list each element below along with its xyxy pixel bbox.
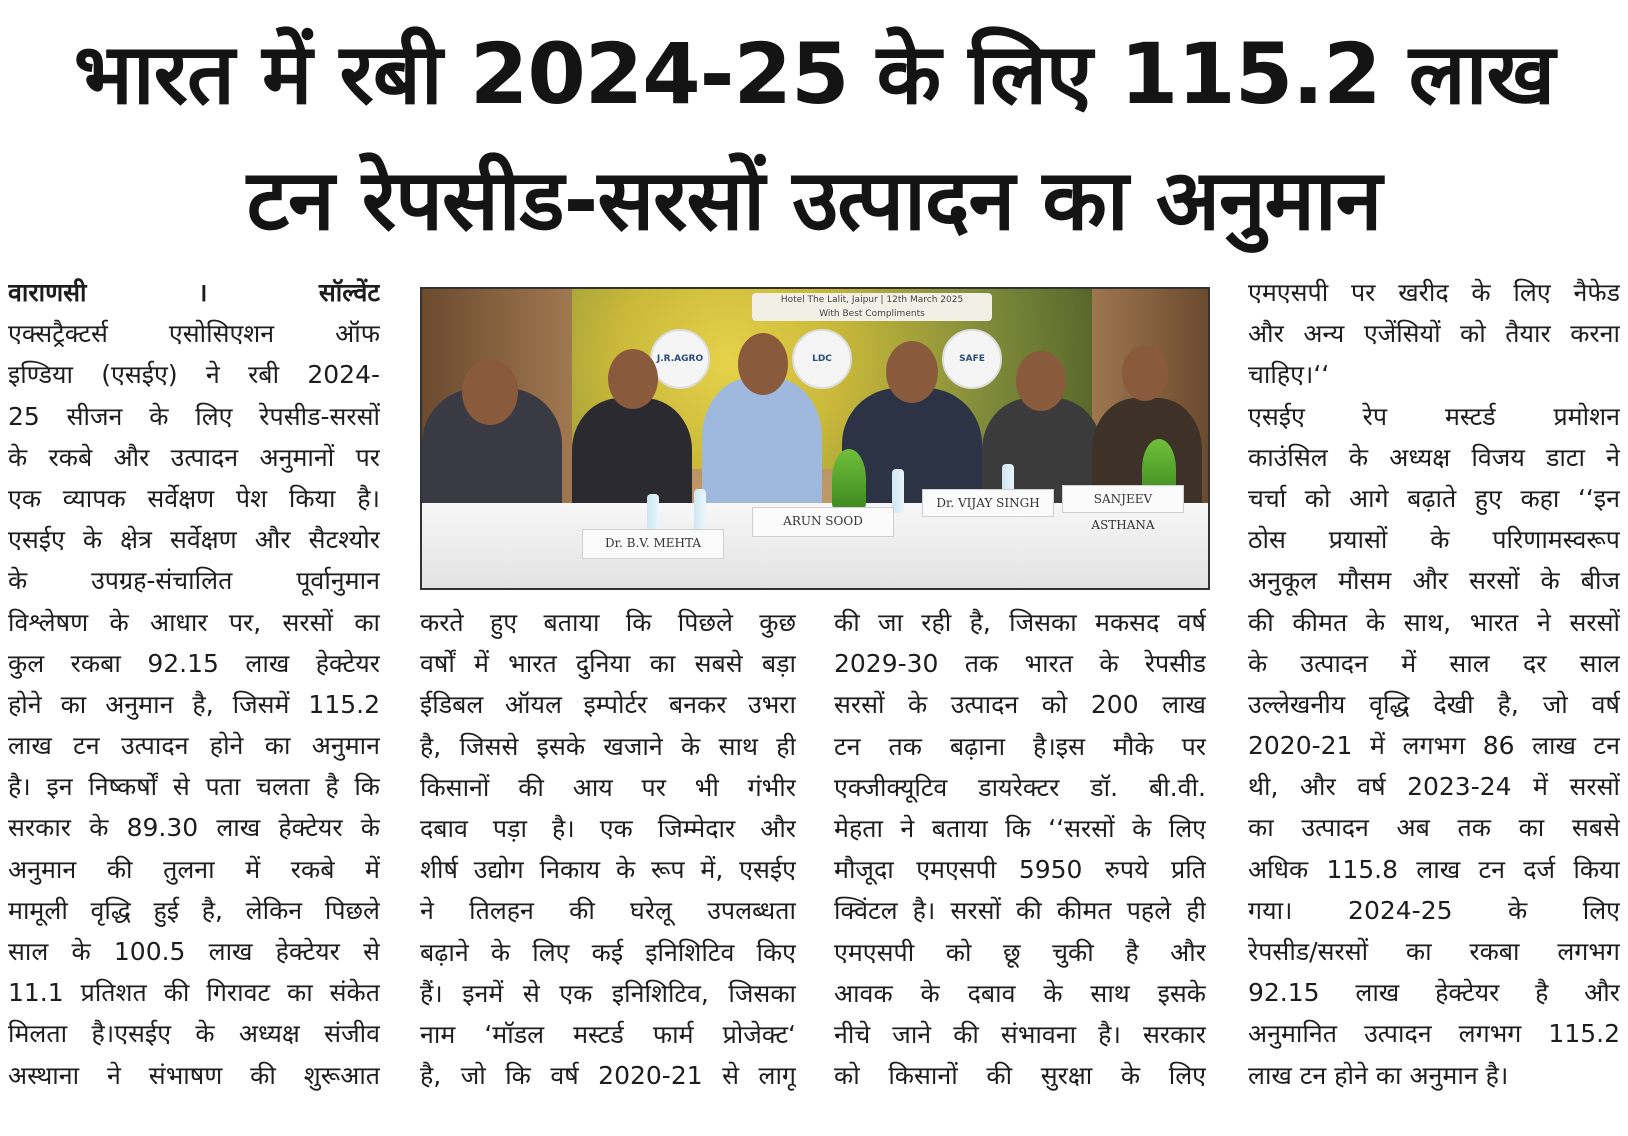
article-line: की कीमत के साथ, भारत ने सरसों xyxy=(1248,607,1620,637)
article-line: काउंसिल के अध्यक्ष विजय डाटा ने xyxy=(1248,442,1620,472)
article-line: एक्जीक्यूटिव डायरेक्टर डॉ. बी.वी. xyxy=(834,772,1206,802)
headline-line-1: भारत में रबी 2024-25 के लिए 115.2 लाख xyxy=(73,25,1555,123)
article-line: वर्षों में भारत दुनिया का सबसे बड़ा xyxy=(420,649,796,679)
person-head xyxy=(886,341,938,403)
article-line: चाहिए।‘‘ xyxy=(1248,360,1330,390)
plant-decoration xyxy=(832,449,866,509)
event-photo xyxy=(420,287,1210,590)
article-line: उल्लेखनीय वृद्धि देखी है, जो वर्ष xyxy=(1248,689,1620,719)
article-line: की जा रही है, जिसका मकसद वर्ष xyxy=(834,608,1206,637)
sponsor-logo: J.R.AGRO xyxy=(650,329,710,389)
article-line: सरसों के उत्पादन को 200 लाख xyxy=(834,690,1206,720)
article-line: अस्थाना ने संभाषण की शुरूआत xyxy=(8,1060,380,1090)
person-head xyxy=(738,333,788,395)
article-line: दबाव पड़ा है। एक जिम्मेदार और xyxy=(420,813,796,843)
article-line: आवक के दबाव के साथ इसके xyxy=(834,978,1206,1008)
banner-compliments-text: With Best Compliments xyxy=(819,309,925,319)
article-line: मामूली वृद्धि हुई है, लेकिन पिछले xyxy=(8,895,380,925)
article-line: लाख टन उत्पादन होने का अनुमान xyxy=(8,731,380,761)
water-bottle xyxy=(694,489,706,533)
article-line: 25 सीजन के लिए रेपसीड-सरसों xyxy=(8,401,380,431)
article-line: एक्सट्रैक्टर्स एसोसिएशन ऑफ xyxy=(8,319,380,349)
article-line: 2020-21 में लगभग 86 लाख टन xyxy=(1248,731,1620,761)
article-column-2 xyxy=(420,602,796,1096)
article-line: चर्चा को आगे बढ़ाते हुए कहा ‘‘इन xyxy=(1248,483,1620,513)
article-line: करते हुए बताया कि पिछले कुछ xyxy=(420,608,796,637)
article-line: के उपग्रह-संचालित पूर्वानुमान xyxy=(8,566,380,596)
article-line: एमएसपी को छू चुकी है और xyxy=(834,937,1206,967)
person-head xyxy=(462,359,518,425)
headline-line-2: टन रेपसीड-सरसों उत्पादन का अनुमान xyxy=(246,151,1382,249)
article-line: बढ़ाने के लिए कई इनिशिटिव किए xyxy=(420,937,796,967)
sponsor-logo: LDC xyxy=(792,329,852,389)
article-line: हैं। इनमें से एक इनिशिटिव, जिसका xyxy=(420,978,796,1008)
article-line: सरकार के 89.30 लाख हेक्टेयर के xyxy=(8,813,380,843)
article-line: के रकबे और उत्पादन अनुमानों पर xyxy=(8,442,380,472)
article-line: ठोस प्रयासों के परिणामस्वरूप xyxy=(1248,525,1620,555)
article-column-4 xyxy=(1248,272,1620,1096)
banner-venue-text: Hotel The Lalit, Jaipur | 12th March 2025 xyxy=(780,295,964,305)
article-line: है, जो कि वर्ष 2020-21 से लागू xyxy=(420,1061,796,1091)
article-line: टन तक बढ़ाना है।इस मौके पर xyxy=(834,731,1206,761)
nameplate: Dr. VIJAY SINGH xyxy=(922,489,1054,517)
article-line: ईडिबल ऑयल इम्पोर्टर बनकर उभरा xyxy=(420,690,796,720)
article-line: एसईए रेप मस्टर्ड प्रमोशन xyxy=(1248,401,1620,431)
article-line: गया। 2024-25 के लिए xyxy=(1248,895,1620,925)
person-head xyxy=(608,349,658,409)
nameplate: Dr. B.V. MEHTA xyxy=(582,529,724,559)
article-line: थी, और वर्ष 2023-24 में सरसों xyxy=(1248,772,1620,802)
article-line: विश्लेषण के आधार पर, सरसों का xyxy=(8,607,380,637)
article-line: का उत्पादन अब तक का सबसे xyxy=(1248,813,1620,843)
article-column-1 xyxy=(8,272,380,1096)
article-line: 11.1 प्रतिशत की गिरावट का संकेत xyxy=(8,978,380,1008)
article-line: कुल रकबा 92.15 लाख हेक्टेयर xyxy=(8,648,380,678)
nameplate: SANJEEV ASTHANA xyxy=(1062,485,1184,513)
article-line: एमएसपी पर खरीद के लिए नैफेड xyxy=(1248,278,1620,307)
article-line: नीचे जाने की संभावना है। सरकार xyxy=(834,1019,1206,1049)
sponsor-logo: SAFE xyxy=(942,329,1002,389)
article-line: नाम ‘मॉडल मस्टर्ड फार्म प्रोजेक्ट‘ xyxy=(420,1019,796,1049)
article-line: साल के 100.5 लाख हेक्टेयर से xyxy=(8,937,380,966)
article-line: अनुमानित उत्पादन लगभग 115.2 xyxy=(1248,1019,1620,1049)
person-head xyxy=(1122,345,1168,401)
article-line: अनुमान की तुलना में रकबे में xyxy=(8,854,380,884)
article-line: इण्डिया (एसईए) ने रबी 2024- xyxy=(8,360,380,390)
article-column-3 xyxy=(834,602,1206,1096)
article-line: किसानों की आय पर भी गंभीर xyxy=(420,772,796,802)
article-line: मिलता है।एसईए के अध्यक्ष संजीव xyxy=(8,1019,380,1049)
article-line: 2029-30 तक भारत के रेपसीड xyxy=(834,649,1206,679)
article-line: और अन्य एजेंसियों को तैयार करना xyxy=(1248,319,1620,349)
banner-header xyxy=(752,293,992,321)
article-line: ने तिलहन की घरेलू उपलब्धता xyxy=(420,896,796,926)
article-line: है। इन निष्कर्षों से पता चलता है कि xyxy=(8,772,380,802)
article-line: मेहता ने बताया कि ‘‘सरसों के लिए xyxy=(834,813,1206,843)
article-line: रेपसीड/सरसों का रकबा लगभग xyxy=(1248,937,1620,966)
article-line: क्विंटल है। सरसों की कीमत पहले ही xyxy=(834,896,1206,926)
person-head xyxy=(1016,351,1066,411)
article-line: लाख टन होने का अनुमान है। xyxy=(1248,1060,1509,1090)
article-line: वाराणसी । सॉल्वेंट xyxy=(8,278,380,307)
nameplate: ARUN SOOD xyxy=(752,507,894,537)
article-line: अधिक 115.8 लाख टन दर्ज किया xyxy=(1248,854,1620,884)
article-line: होने का अनुमान है, जिसमें 115.2 xyxy=(8,689,380,719)
article-line: है, जिससे इसके खजाने के साथ ही xyxy=(420,731,796,761)
article-line: 92.15 लाख हेक्टेयर है और xyxy=(1248,978,1620,1008)
article-line: शीर्ष उद्योग निकाय के रूप में, एसईए xyxy=(420,855,796,885)
article-line: मौजूदा एमएसपी 5950 रुपये प्रति xyxy=(834,855,1206,885)
article-line: एसईए के क्षेत्र सर्वेक्षण और सैटश्योर xyxy=(8,525,380,555)
article-line: को किसानों की सुरक्षा के लिए xyxy=(834,1061,1206,1091)
article-line: अनुकूल मौसम और सरसों के बीज xyxy=(1248,566,1620,596)
article-line: के उत्पादन में साल दर साल xyxy=(1248,648,1620,678)
article-line: एक व्यापक सर्वेक्षण पेश किया है। xyxy=(8,483,380,513)
